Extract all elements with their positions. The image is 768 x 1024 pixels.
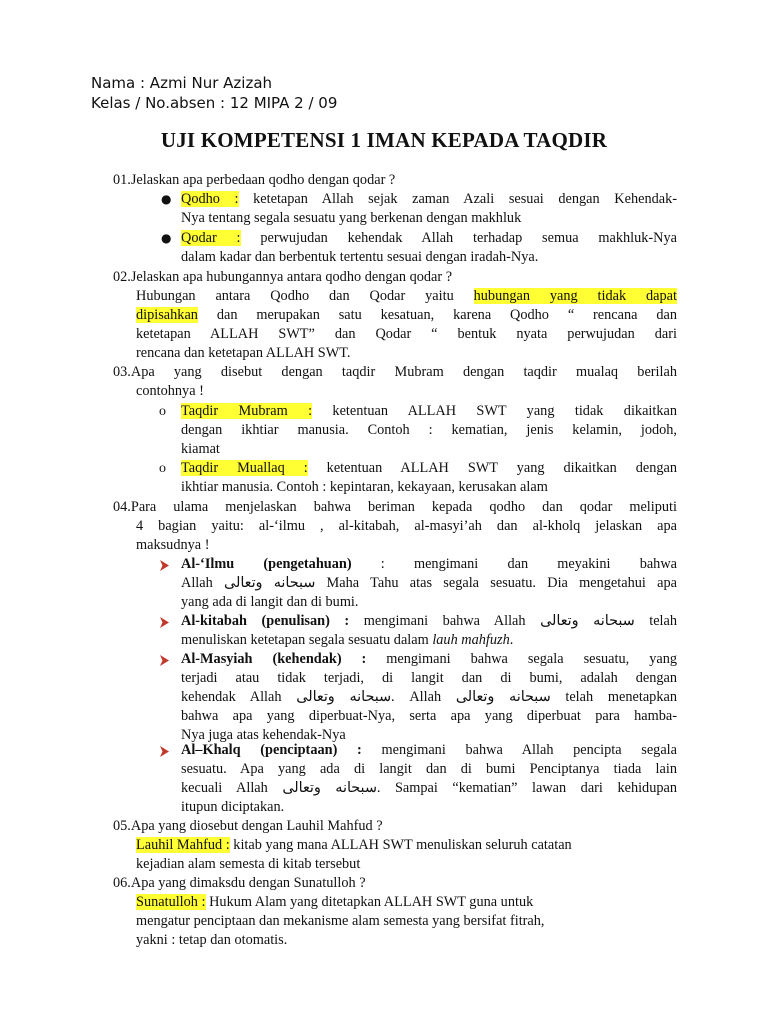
answer-6-line2: mengatur penciptaan dan mekanisme alam semesta yang bersifat fitrah, (136, 913, 545, 929)
arrow-bullet-icon (160, 655, 169, 666)
arabic-phrase: سبحانه وتعالى (540, 613, 635, 629)
answer-mubram-line3: kiamat (181, 441, 220, 457)
arabic-phrase: سبحانه وتعالى (296, 689, 391, 705)
bullet-dot-icon: ● (161, 192, 172, 206)
answer-5-line2: kejadian alam semesta di kitab tersebut (136, 856, 361, 872)
answer-khalq-line1: Al–Khalq (penciptaan) : mengimani bahwa Allah pencipta segala (181, 742, 677, 758)
answer-muallaq-line1: Taqdir Muallaq : ketentuan ALLAH SWT yang dikaitkan dengan (181, 460, 677, 476)
question-3: 03.Apa yang disebut dengan taqdir Mubram dengan taqdir mualaq berilah (113, 364, 677, 380)
question-3-line2: contohnya ! (136, 383, 204, 399)
answer-mubram-line1: Taqdir Mubram : ketentuan ALLAH SWT yang tidak dikaitkan (181, 403, 678, 419)
circle-bullet-icon: o (159, 404, 166, 419)
student-class: Kelas / No.absen : 12 MIPA 2 / 09 (91, 94, 338, 112)
arrow-bullet-icon (160, 746, 169, 757)
answer-masyiah-line1: Al-Masyiah (kehendak) : mengimani bahwa segala sesuatu, yang (181, 651, 677, 667)
question-4-line2: 4 bagian yaitu: al-‘ilmu , al-kitabah, al-masyi’ah dan al-kholq jelaskan apa (136, 518, 677, 534)
arrow-bullet-icon (160, 617, 169, 628)
answer-mubram-line2: dengan ikhtiar manusia. Contoh : kematian, jenis kelamin, jodoh, (181, 422, 677, 438)
term-qodho: Qodho : (181, 191, 239, 207)
answer-ilmu-line1: Al-‘Ilmu (pengetahuan) : mengimani dan meyakini bahwa (181, 556, 678, 572)
answer-qodho-line2: Nya tentang segala sesuatu yang berkenan dengan makhluk (181, 210, 522, 226)
term-qodar: Qodar : (181, 230, 241, 246)
answer-masyiah-line2: terjadi atau tidak terjadi, di langit dan di bumi, adalah dengan (181, 670, 677, 686)
answer-qodar-line2: dalam kadar dan berbentuk tertentu sesuai dengan iradah-Nya. (181, 249, 539, 265)
page-title: UJI KOMPETENSI 1 IMAN KEPADA TAQDIR (160, 128, 608, 152)
arabic-phrase: سبحانه وتعالى (282, 780, 377, 796)
arrow-bullet-icon (160, 560, 169, 571)
question-2: 02.Jelaskan apa hubungannya antara qodho dengan qodar ? (113, 269, 453, 285)
question-1: 01.Jelaskan apa perbedaan qodho dengan qodar ? (113, 172, 396, 188)
answer-2-line3: ketetapan ALLAH SWT” dan Qodar “ bentuk nyata perwujudan dari (136, 326, 677, 342)
answer-muallaq-line2: ikhtiar manusia. Contoh : kepintaran, kekayaan, kerusakan alam (181, 479, 548, 495)
student-name: Nama : Azmi Nur Azizah (91, 74, 273, 92)
question-6: 06.Apa yang dimaksdu dengan Sunatulloh ? (113, 875, 366, 891)
answer-6-line1: Sunatulloh : Hukum Alam yang ditetapkan ALLAH SWT guna untuk (136, 894, 534, 910)
circle-bullet-icon: o (159, 461, 166, 476)
answer-masyiah-line5: Nya juga atas kehendak-Nya (181, 727, 346, 743)
question-4-line3: maksudnya ! (136, 537, 210, 553)
answer-masyiah-line3: kehendak Allah سبحانه وتعالى. Allah سبحانه وتعالى telah menetapkan (181, 689, 677, 705)
answer-khalq-line2: sesuatu. Apa yang ada di langit dan di bumi Penciptanya tiada lain (181, 761, 677, 777)
arabic-phrase: سبحانه وتعالى (455, 689, 551, 705)
answer-5-line1: Lauhil Mahfud : kitab yang mana ALLAH SWT menuliskan seluruh catatan (136, 837, 572, 853)
bullet-dot-icon: ● (161, 231, 172, 245)
answer-2-line2: dipisahkan dan merupakan satu kesatuan, karena Qodho “ rencana dan (136, 307, 677, 323)
answer-khalq-line3: kecuali Allah سبحانه وتعالى. Sampai “kematian” lawan dari kehidupan (181, 780, 677, 796)
answer-kitabah-line1: Al-kitabah (penulisan) : mengimani bahwa Allah سبحانه وتعالى telah (181, 613, 678, 629)
answer-2-line4: rencana dan ketetapan ALLAH SWT. (136, 345, 351, 361)
answer-2-line1: Hubungan antara Qodho dan Qodar yaitu hubungan yang tidak dapat (136, 288, 677, 304)
answer-ilmu-line3: yang ada di langit dan di bumi. (181, 594, 359, 610)
answer-qodho-line: Qodho : ketetapan Allah sejak zaman Azali sesuai dengan Kehendak- (181, 191, 677, 207)
answer-6-line3: yakni : tetap dan otomatis. (136, 932, 288, 948)
answer-masyiah-line4: bahwa apa yang diperbuat-Nya, serta apa yang diperbuat para hamba- (181, 708, 677, 724)
answer-qodar-line: Qodar : perwujudan kehendak Allah terhadap semua makhluk-Nya (181, 230, 677, 246)
question-4: 04.Para ulama menjelaskan bahwa beriman kepada qodho dan qodar meliputi (113, 499, 677, 515)
answer-ilmu-line2: Allah سبحانه وتعالى Maha Tahu atas segala sesuatu. Dia mengetahui apa (181, 575, 677, 591)
answer-khalq-line4: itupun diciptakan. (181, 799, 285, 815)
question-5: 05.Apa yang diosebut dengan Lauhil Mahfud ? (113, 818, 383, 834)
answer-kitabah-line2: menuliskan ketetapan segala sesuatu dalam lauh mahfuzh. (181, 632, 514, 648)
arabic-phrase: سبحانه وتعالى (224, 575, 316, 591)
